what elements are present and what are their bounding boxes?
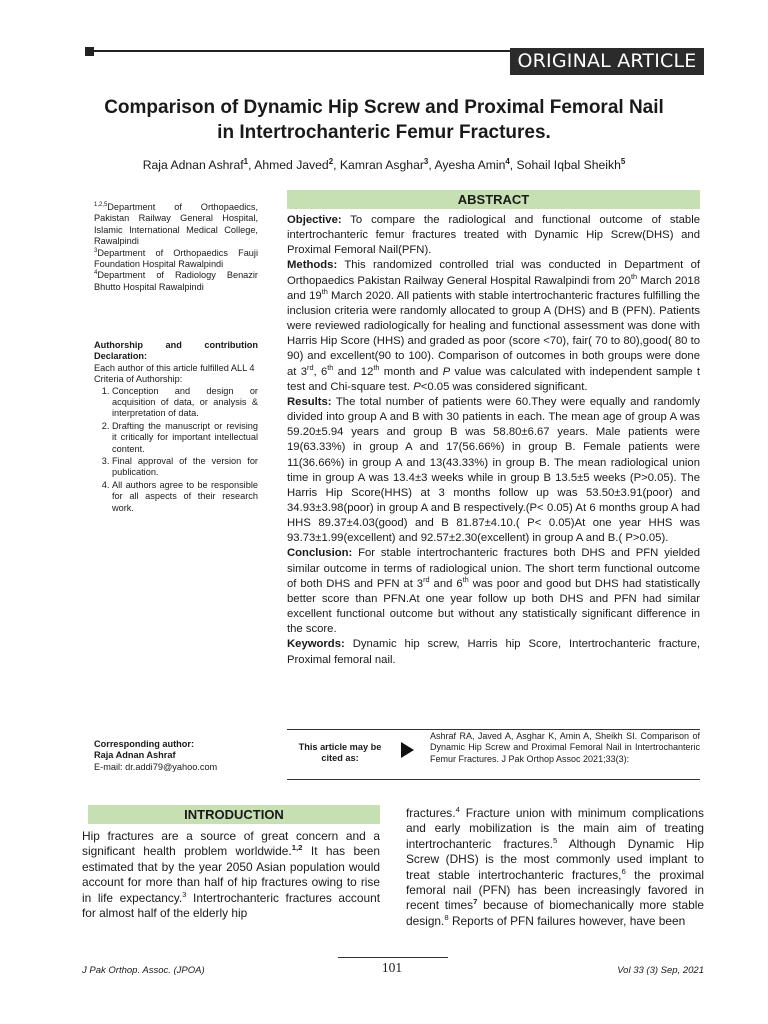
affiliation-text: Department of Orthopaedics, Pakistan Railway General Hospital, Islamic International Medical College, Rawalpindi — [94, 202, 258, 247]
citation-bottom-rule — [287, 779, 700, 780]
author-name: Raja Adnan Ashraf — [142, 158, 244, 172]
conclusion-text: and 6 — [429, 577, 463, 590]
intro-text: It has been estimated that by the year 2050 Asian population would account for more than half of hip fractures owing to rise in life expectancy. — [82, 844, 380, 905]
authorship-heading: Authorship and contribution Declaration: — [94, 340, 258, 362]
authorship-criterion: 1. Conception and design or acquisition of data, or analysis & interpretation of data. — [112, 386, 258, 420]
citation-sup: 4 — [455, 805, 460, 815]
intro-text: fractures. — [406, 806, 456, 820]
methods-text: <0.05 was considered significant. — [420, 380, 588, 393]
p-italic: P — [442, 365, 451, 378]
keywords-label: Keywords: — [287, 638, 345, 651]
conclusion-text: was poor and good but DHS had statistically better score than PFN.At one year follow up both DHS and PFN had similar excellent functional outcome but without any statistically significant difference in the score. — [287, 577, 700, 636]
footer-journal: J Pak Orthop. Assoc. (JPOA) — [82, 965, 205, 976]
keywords-text: Dynamic hip screw, Harris hip Score, Intertrochanteric fracture, Proximal femoral nail. — [287, 638, 701, 666]
affiliation-sup: 3 — [94, 247, 98, 254]
affiliation-sup: 4 — [94, 270, 98, 277]
affiliation-item — [94, 202, 258, 248]
intro-text: Intertrochanteric fractures account for almost half of the elderly hip — [82, 890, 380, 921]
author-name: Sohail Iqbal Sheikh — [516, 158, 621, 172]
author-list: Raja Adnan Ashraf$^1$, Ahmed Javed$^2$, Kamran Asghar$^3$, Ayesha Amin$^4$, Sohail Iqbal Sheikh$^5$ — [142, 156, 626, 172]
citation-label: This article may be cited as: — [298, 742, 382, 763]
sup: th — [630, 271, 638, 281]
sup: th — [327, 362, 334, 372]
author-sup: 4 — [505, 156, 510, 166]
title-line-2: in Intertrochanteric Femur Fractures. — [217, 122, 551, 143]
results-text: The total number of patients were 60.They were equally and randomly divided into group A and B with 30 patients in each. The mean age of group A was 59.20±5.94 years and group B was 58.80±6.67 years. Male patients were 19(63.33%) in group A and 17(56.66%) in group B. Female patients were 11(36.66%) in group A and 13(43.33%) in group B. The mean radiological union time in group A was 13.4±3 weeks while in group B 13.5±5 weeks (P>0.05). The Harris Hip Score(HHS) at 3 months follow up was 53.50±3.91(poor) and 34.93±3.98(poor) in group A and B respectively.(P< 0.05) At 6 months group A had HHS 89.37±4.03(good) and B 81.87±4.10.( P< 0.05)At one year HHS was 93.73±1.99(excellent) and 92.57±2.30(excellent) in group A and B.( P>0.05). — [287, 395, 700, 545]
affiliation-text: Department of Radiology Benazir Bhutto Hospital Rawalpindi — [94, 270, 258, 292]
results-label: Results: — [287, 395, 332, 408]
sup: rd — [307, 362, 314, 372]
abstract-results — [287, 395, 700, 547]
methods-text: month and — [379, 365, 443, 378]
citation-sup: 1,2 — [291, 843, 303, 853]
author-name: Kamran Asghar — [339, 158, 424, 172]
authorship-criteria-list — [94, 386, 258, 514]
corresponding-label: Corresponding author: — [94, 739, 195, 749]
objective-label: Objective: — [287, 214, 342, 226]
authorship-declaration — [94, 340, 258, 515]
methods-text: This randomized controlled trial was conducted in Department of Orthopaedics Pakistan Railway General Hospital Rawalpindi from 20 — [287, 259, 701, 287]
p-italic: P — [413, 380, 421, 393]
title-line-1: Comparison of Dynamic Hip Screw and Proximal Femoral Nail — [104, 97, 664, 118]
citation-sup: 8 — [444, 912, 449, 922]
author-name: Ayesha Amin — [434, 158, 506, 172]
intro-text: because of biomechanically more stable design. — [406, 898, 705, 928]
article-type-badge: ORIGINAL ARTICLE — [510, 48, 704, 75]
play-arrow-icon — [401, 742, 414, 758]
author-sup: 5 — [620, 156, 626, 166]
conclusion-label: Conclusion: — [287, 547, 353, 560]
methods-text: value was calculated with independent sample t test and Chi-square test. — [287, 365, 701, 393]
affiliation-text: Department of Orthopaedics Fauji Foundation Hospital Rawalpindi — [94, 247, 258, 270]
objective-text: To compare the radiological and functional outcome of stable intertrochanteric femur fractures treated with Dynamic Hip Screw(DHS) and Proximal Femoral Nail(PFN). — [287, 214, 700, 257]
abstract-methods — [287, 258, 700, 394]
author-sup: 3 — [423, 156, 429, 166]
authorship-criterion: 4. All authors agree to be responsible for all aspects of their research work. — [112, 480, 258, 514]
author-name: Ahmed Javed — [254, 158, 329, 172]
page-number: 101 — [381, 960, 403, 975]
methods-label: Methods: — [287, 259, 338, 272]
abstract-body — [287, 213, 700, 668]
abstract-conclusion — [287, 546, 700, 637]
header-square-marker — [85, 47, 94, 56]
citation-top-rule — [287, 729, 700, 730]
methods-text: , 6 — [313, 365, 328, 378]
methods-text: March 2018 and 19 — [287, 274, 700, 302]
article-title — [60, 95, 708, 145]
methods-text: and 12 — [333, 365, 374, 378]
footer-rule — [338, 957, 448, 958]
author-sup: 2 — [328, 156, 334, 166]
authorship-criterion: 3. Final approval of the version for publication. — [112, 456, 258, 479]
intro-text: Although Dynamic Hip Screw (DHS) is the most commonly used implant to treat stable intertrochanteric fractures, — [406, 836, 704, 882]
intro-text: Fracture union with minimum complications and early mobilization is the main aim of treating intertrochanteric fractures. — [406, 806, 704, 851]
sup: th — [321, 287, 328, 297]
citation-text: Ashraf RA, Javed A, Asghar K, Amin A, Sheikh SI. Comparison of Dynamic Hip Screw and Proximal Femoral Nail in Intertrochanteric Femur Fractures. J Pak Orthop Assoc 2021;33(3): — [430, 731, 700, 764]
abstract-objective — [287, 213, 700, 258]
abstract-heading: ABSTRACT — [287, 190, 700, 209]
sup: rd — [423, 574, 430, 584]
introduction-right-column — [406, 806, 704, 929]
footer-volume: Vol 33 (3) Sep, 2021 — [617, 965, 704, 976]
affiliation-item — [94, 270, 258, 293]
citation-sup: 6 — [621, 866, 626, 876]
authorship-criterion: 2. Drafting the manuscript or revising it critically for important intellectual content. — [112, 421, 258, 455]
affiliation-item — [94, 248, 258, 271]
corresponding-author — [94, 739, 264, 773]
corresponding-name: Raja Adnan Ashraf — [94, 750, 176, 761]
sup: th — [462, 574, 469, 584]
corresponding-email[interactable]: E-mail: dr.addi79@yahoo.com — [94, 761, 218, 772]
authorship-intro: Each author of this article fulfilled ALL 4 Criteria of Authorship: — [94, 362, 255, 385]
citation-sup: 7 — [473, 897, 478, 907]
conclusion-text: For stable intertrochanteric fractures both DHS and PFN yielded similar outcome in terms of radiological union. The short term functional outcome of both DHS and PFN at 3 — [287, 547, 700, 590]
abstract-keywords — [287, 637, 700, 667]
citation-sup: 5 — [552, 835, 558, 845]
affiliation-sup: 1,2,5 — [94, 201, 108, 208]
intro-text: Hip fractures are a source of great concern and a significant health problem worldwide. — [82, 829, 380, 859]
author-sup: 1 — [243, 156, 249, 166]
introduction-left-column — [82, 829, 380, 921]
sup: th — [373, 362, 380, 372]
introduction-heading: INTRODUCTION — [88, 805, 380, 824]
citation-sup: 3 — [182, 889, 187, 899]
intro-text: the proximal femoral nail (PFN) has been increasingly favored in recent times — [406, 867, 705, 913]
methods-text: March 2020. All patients with stable intertrochanteric fractures fulfilling the inclusion criteria were randomly allocated to group A (DHS) and B (PFN). Patients were reviewed radiologically for healing and functional assessment was done with Harris Hip Score (HHS) and graded as poor (score <70), fair( 70 to 80),good( 80 to 90) and excellent(90 to 100). Comparison of outcomes in both groups were done at 3 — [287, 289, 700, 378]
affiliations — [94, 202, 258, 293]
intro-text: Reports of PFN failures however, have been — [448, 913, 686, 928]
